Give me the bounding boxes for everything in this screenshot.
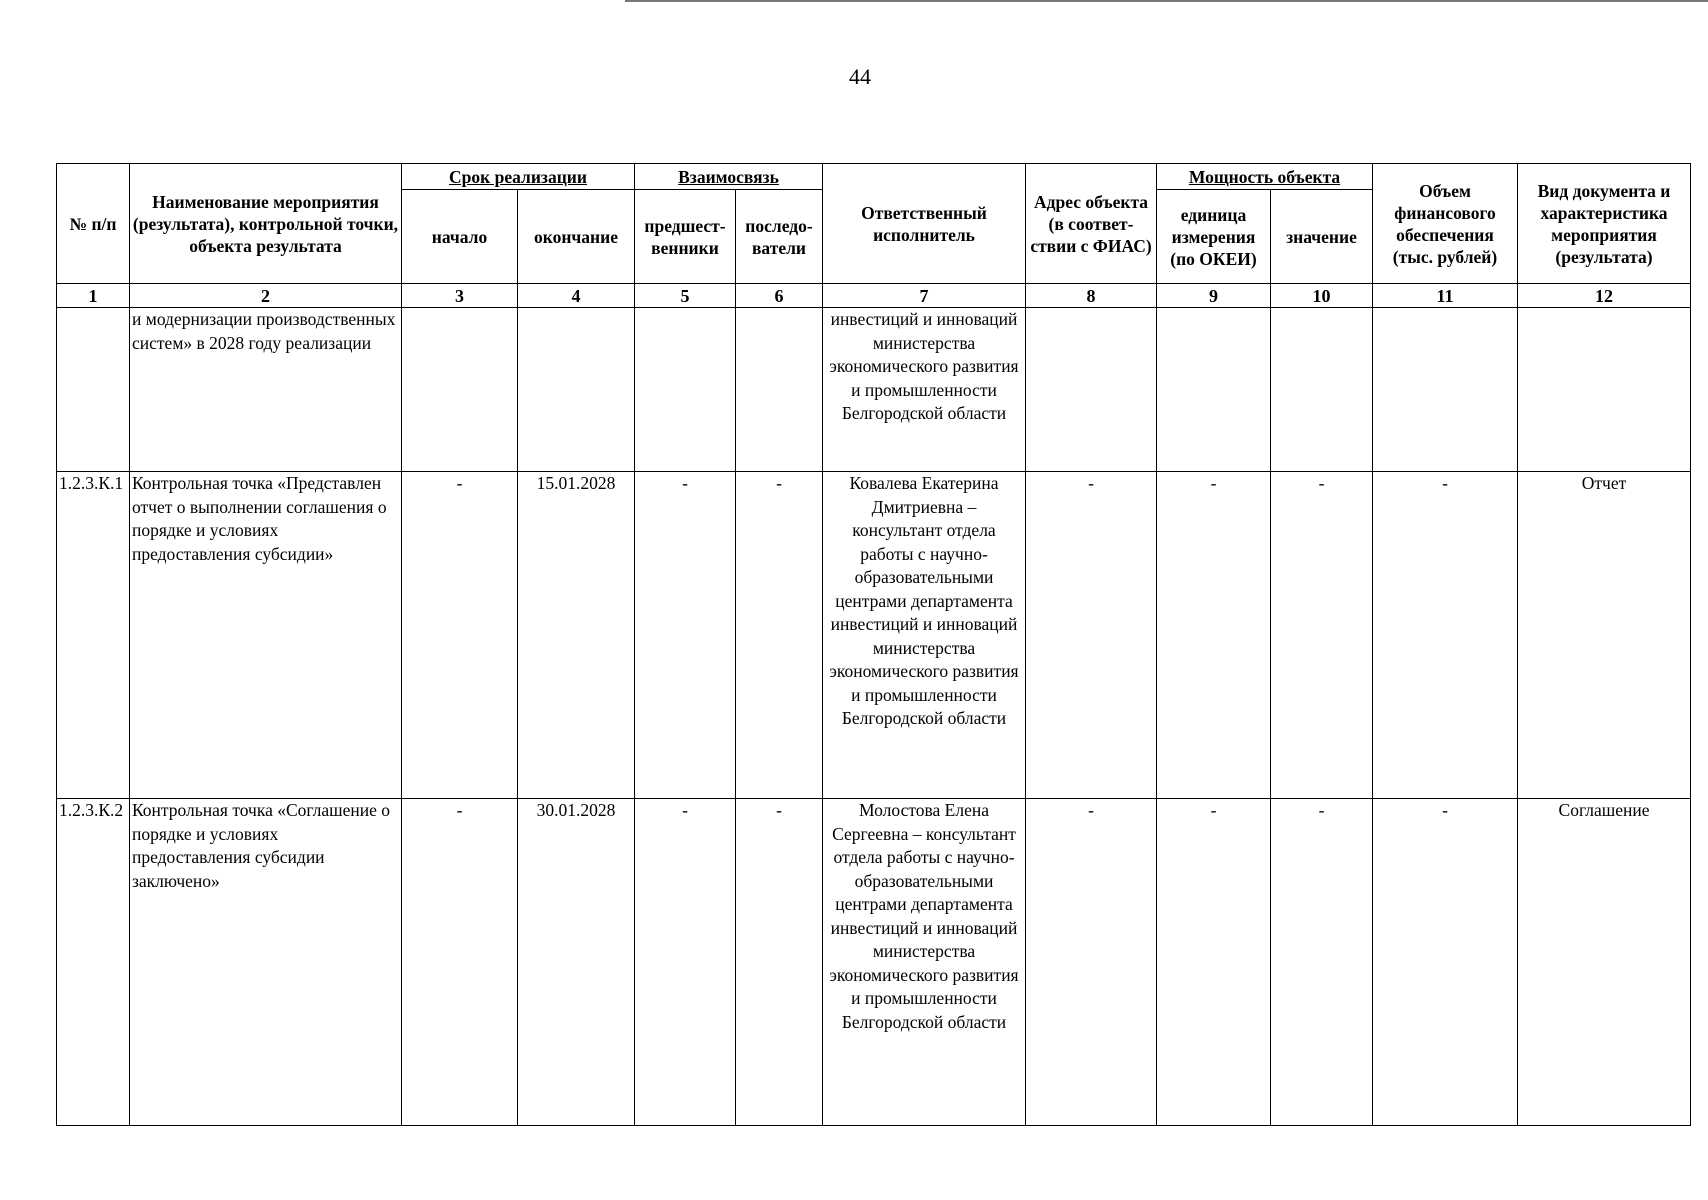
header-start: начало	[402, 190, 518, 284]
column-number: 3	[402, 284, 518, 308]
row-finance: -	[1373, 472, 1518, 799]
row-value: -	[1271, 472, 1373, 799]
row-start: -	[402, 799, 518, 1126]
row-name: Контрольная точка «Соглашение о порядке и условиях предоставления субсидии заключено»	[130, 799, 402, 1126]
column-number: 9	[1157, 284, 1271, 308]
header-successors: последо-ватели	[736, 190, 823, 284]
header-finance: Объем финансового обеспечения (тыс. рублей)	[1373, 164, 1518, 284]
column-number: 7	[823, 284, 1026, 308]
row-unit: -	[1157, 472, 1271, 799]
header-executor: Ответственный исполнитель	[823, 164, 1026, 284]
row-address	[1026, 308, 1157, 472]
column-number: 12	[1518, 284, 1691, 308]
row-document: Соглашение	[1518, 799, 1691, 1126]
events-table	[56, 163, 1691, 1126]
row-number: 1.2.3.К.1	[57, 472, 130, 799]
row-end: 15.01.2028	[518, 472, 635, 799]
column-number: 11	[1373, 284, 1518, 308]
table-row	[57, 472, 1691, 799]
column-number: 10	[1271, 284, 1373, 308]
row-address: -	[1026, 472, 1157, 799]
header-term-group: Срок реализации	[402, 164, 635, 190]
header-end: окончание	[518, 190, 635, 284]
row-executor: Ковалева Екатерина Дмитриевна – консультант отдела работы с научно-образовательными центрами департамента инвестиций и инноваций министерства экономического развития и промышленности Белгородской области	[823, 472, 1026, 799]
row-name: Контрольная точка «Представлен отчет о выполнении соглашения о порядке и условиях предоставления субсидии»	[130, 472, 402, 799]
row-number	[57, 308, 130, 472]
row-executor: Молостова Елена Сергеевна – консультант отдела работы с научно-образовательными центрами департамента инвестиций и инноваций министерства экономического развития и промышленности Белгородской области	[823, 799, 1026, 1126]
row-successors: -	[736, 799, 823, 1126]
row-successors	[736, 308, 823, 472]
row-finance: -	[1373, 799, 1518, 1126]
row-start	[402, 308, 518, 472]
row-end	[518, 308, 635, 472]
row-finance	[1373, 308, 1518, 472]
row-name: и модернизации производственных систем» в 2028 году реализации	[130, 308, 402, 472]
row-unit	[1157, 308, 1271, 472]
row-end: 30.01.2028	[518, 799, 635, 1126]
column-number: 8	[1026, 284, 1157, 308]
row-start: -	[402, 472, 518, 799]
row-unit: -	[1157, 799, 1271, 1126]
column-number: 1	[57, 284, 130, 308]
header-link-group: Взаимосвязь	[635, 164, 823, 190]
row-address: -	[1026, 799, 1157, 1126]
header-document: Вид документа и характеристика мероприятия (результата)	[1518, 164, 1691, 284]
row-successors: -	[736, 472, 823, 799]
header-unit: единица измерения (по ОКЕИ)	[1157, 190, 1271, 284]
header-predecessors: предшест-венники	[635, 190, 736, 284]
header-name: Наименование мероприятия (результата), контрольной точки, объекта результата	[130, 164, 402, 284]
column-number: 5	[635, 284, 736, 308]
column-number: 4	[518, 284, 635, 308]
row-document: Отчет	[1518, 472, 1691, 799]
row-predecessors: -	[635, 799, 736, 1126]
header-power-group: Мощность объекта	[1157, 164, 1373, 190]
column-number: 2	[130, 284, 402, 308]
row-predecessors	[635, 308, 736, 472]
row-executor: инвестиций и инноваций министерства экономического развития и промышленности Белгородской области	[823, 308, 1026, 472]
top-rule	[625, 0, 1708, 2]
row-predecessors: -	[635, 472, 736, 799]
table-row	[57, 799, 1691, 1126]
row-value	[1271, 308, 1373, 472]
row-number: 1.2.3.К.2	[57, 799, 130, 1126]
table-row	[57, 308, 1691, 472]
header-num: № п/п	[57, 164, 130, 284]
column-number: 6	[736, 284, 823, 308]
page-number: 44	[849, 64, 871, 89]
header-value: значение	[1271, 190, 1373, 284]
row-value: -	[1271, 799, 1373, 1126]
header-address: Адрес объекта (в соответ-ствии с ФИАС)	[1026, 164, 1157, 284]
row-document	[1518, 308, 1691, 472]
